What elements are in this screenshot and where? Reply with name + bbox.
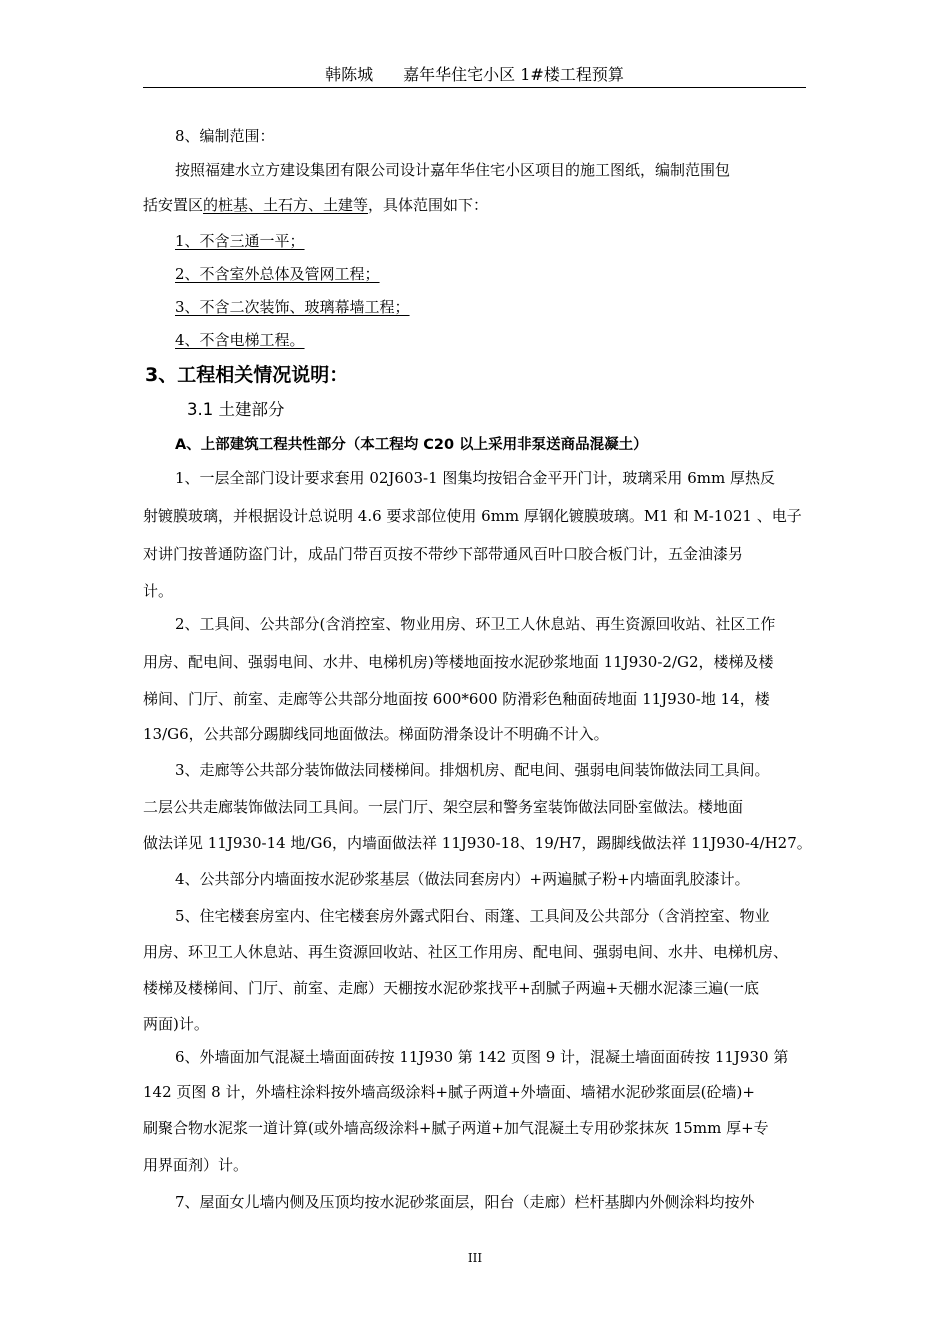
- scope-item: 1、不含三通一平；: [175, 232, 305, 250]
- page-header: [143, 64, 806, 86]
- paragraph-line: 7、屋面女儿墙内侧及压顶均按水泥砂浆面层，阳台（走廊）栏杆基脚内外侧涂料均按外: [175, 1193, 755, 1211]
- paragraph-line: 做法详见 11J930-14 地/G6，内墙面做法祥 11J930-18、19/H7，踢脚线做法祥 11J930-4/H27。: [143, 834, 812, 852]
- scope-item: 4、不含电梯工程。: [175, 331, 305, 349]
- paragraph-line: 计。: [143, 582, 174, 600]
- header-project: 嘉年华住宅小区 1#楼工程预算: [403, 65, 624, 84]
- paragraph-line: 用界面剂）计。: [143, 1156, 249, 1174]
- paragraph-line: 3、走廊等公共部分装饰做法同楼梯间。排烟机房、配电间、强弱电间装饰做法同工具间。: [175, 761, 770, 779]
- scope-item: 2、不含室外总体及管网工程；: [175, 265, 380, 283]
- paragraph-line: 用房、环卫工人休息站、再生资源回收站、社区工作用房、配电间、强弱电间、水井、电梯机房、: [143, 943, 789, 961]
- header-rule: [143, 87, 806, 88]
- paragraph-line: 梯间、门厅、前室、走廊等公共部分地面按 600*600 防滑彩色釉面砖地面 11J930-地 14，楼: [143, 690, 770, 708]
- part-a-heading: A、上部建筑工程共性部分（本工程均 C20 以上采用非泵送商品混凝土）: [175, 437, 648, 453]
- paragraph-line: 对讲门按普通防盗门计，成品门带百页按不带纱下部带通风百叶口胶合板门计，五金油漆另: [143, 545, 744, 563]
- paragraph-line: 5、住宅楼套房室内、住宅楼套房外露式阳台、雨篷、工具间及公共部分（含消控室、物业: [175, 907, 770, 925]
- paragraph-line: 射镀膜玻璃，并根据设计总说明 4.6 要求部位使用 6mm 厚钢化镀膜玻璃。M1 和 M-1021 、电子: [143, 507, 802, 525]
- scope-item: 3、不含二次装饰、玻璃幕墙工程；: [175, 298, 410, 316]
- paragraph-line: 2、工具间、公共部分(含消控室、物业用房、环卫工人休息站、再生资源回收站、社区工作: [175, 615, 776, 633]
- paragraph-line: 6、外墙面加气混凝土墙面面砖按 11J930 第 142 页图 9 计，混凝土墙面面砖按 11J930 第: [175, 1048, 789, 1066]
- paragraph-line: 13/G6，公共部分踢脚线同地面做法。梯面防滑条设计不明确不计入。: [143, 725, 609, 743]
- scope-intro-underlined: 的桩基、土石方、土建等: [203, 196, 369, 214]
- scope-intro-post: ，具体范围如下：: [368, 196, 489, 214]
- paragraph-line: 142 页图 8 计，外墙柱涂料按外墙高级涂料+腻子两道+外墙面、墙裙水泥砂浆面层(砼墙)+: [143, 1083, 755, 1101]
- subsection-heading: 3.1 土建部分: [187, 400, 285, 419]
- scope-heading: 8、编制范围：: [175, 127, 275, 145]
- paragraph-line: 4、公共部分内墙面按水泥砂浆基层（做法同套房内）+两遍腻子粉+内墙面乳胶漆计。: [175, 870, 750, 888]
- scope-intro-line-1: 按照福建水立方建设集团有限公司设计嘉年华住宅小区项目的施工图纸，编制范围包: [175, 161, 731, 179]
- header-author: 韩陈城: [325, 65, 374, 84]
- section-heading: 3、工程相关情况说明：: [145, 364, 349, 386]
- page-number: III: [467, 1251, 483, 1265]
- paragraph-line: 二层公共走廊装饰做法同工具间。一层门厅、架空层和警务室装饰做法同卧室做法。楼地面: [143, 798, 744, 816]
- scope-intro-pre: 括安置区: [143, 196, 204, 214]
- paragraph-line: 两面)计。: [143, 1015, 209, 1033]
- paragraph-line: 1、一层全部门设计要求套用 02J603-1 图集均按铝合金平开门计，玻璃采用 6mm 厚热反: [175, 469, 775, 487]
- scope-intro-line-2: [143, 193, 813, 217]
- paragraph-line: 刷聚合物水泥浆一道计算(或外墙高级涂料+腻子两道+加气混凝土专用砂浆抹灰 15mm 厚+专: [143, 1119, 769, 1137]
- paragraph-line: 楼梯及楼梯间、门厅、前室、走廊）天棚按水泥砂浆找平+刮腻子两遍+天棚水泥漆三遍(一底: [143, 979, 759, 997]
- paragraph-line: 用房、配电间、强弱电间、水井、电梯机房)等楼地面按水泥砂浆地面 11J930-2/G2，楼梯及楼: [143, 653, 774, 671]
